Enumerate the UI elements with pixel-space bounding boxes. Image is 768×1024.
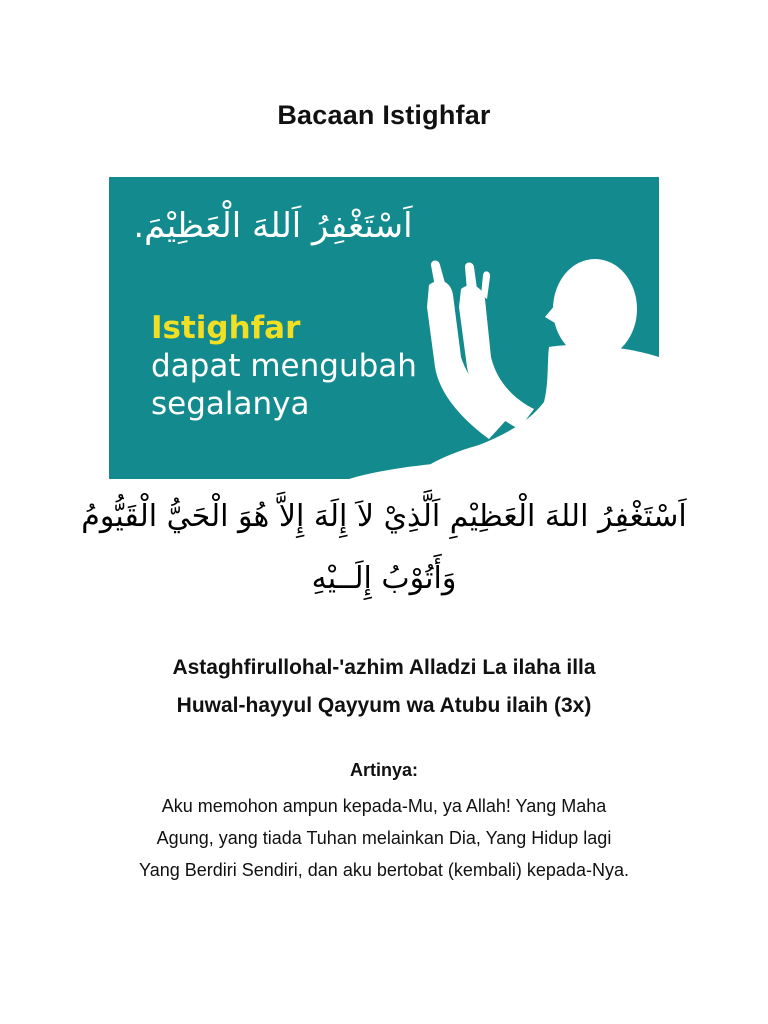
arabic-line-1: اَسْتَغْفِرُ اللهَ الْعَظِيْمِ اَلَّذِيْ لاَ إِلَهَ إِلاَّ هُوَ الْحَيُّ الْقَيُّومُ — [81, 499, 687, 534]
transliteration-line-1: Astaghfirullohal-'azhim Alladzi La ilaha illa — [172, 656, 596, 679]
meaning-line-1: Aku memohon ampun kepada-Mu, ya Allah! Yang Maha — [161, 796, 607, 816]
banner-highlight: Istighfar — [151, 310, 301, 346]
transliteration — [0, 649, 768, 725]
arabic-line-2: وَأَتُوْبُ إِلَــيْهِ — [311, 561, 457, 596]
meaning-label: Artinya: — [349, 760, 418, 780]
meaning-line-3: Yang Berdiri Sendiri, dan aku bertobat (kembali) kepada-Nya. — [139, 860, 629, 880]
arabic-verse — [70, 486, 698, 610]
banner-line2: dapat mengubah — [151, 348, 417, 384]
banner-arabic-text: اَسْتَغْفِرُ اَللهَ الْعَظِيْمَ. — [133, 206, 413, 246]
transliteration-line-2: Huwal-hayyul Qayyum wa Atubu ilaih (3x) — [176, 694, 592, 717]
istighfar-banner-image — [109, 177, 659, 479]
banner-line3: segalanya — [151, 386, 310, 422]
page-title: Bacaan Istighfar — [277, 100, 491, 130]
meaning-text — [0, 790, 768, 886]
meaning-line-2: Agung, yang tiada Tuhan melainkan Dia, Yang Hidup lagi — [156, 828, 612, 848]
banner-caption — [151, 309, 417, 423]
